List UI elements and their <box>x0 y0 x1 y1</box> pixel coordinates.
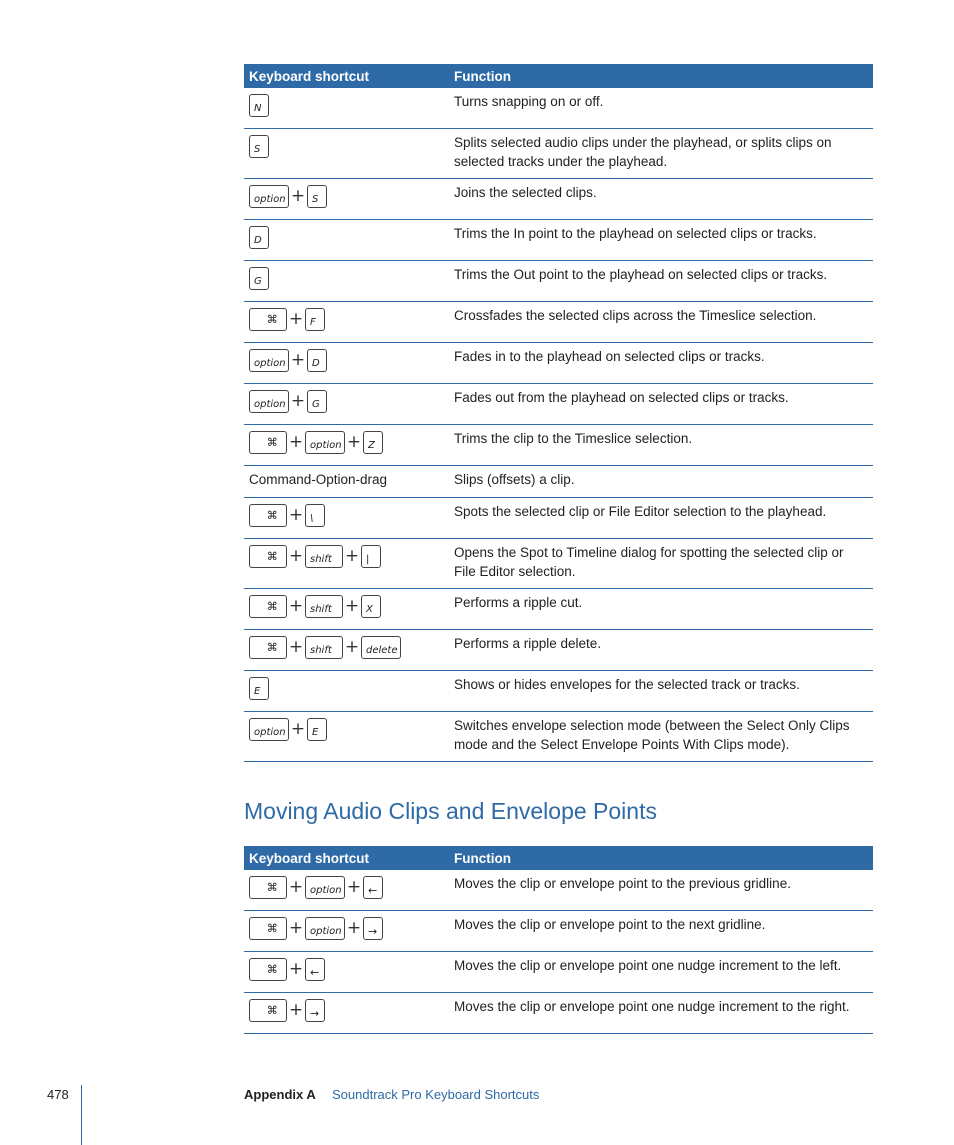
option-key <box>305 917 345 940</box>
key-label: option <box>254 727 286 738</box>
plus-icon: + <box>290 391 306 411</box>
footer-appendix: Appendix A <box>244 1087 316 1102</box>
function-cell: Moves the clip or envelope point to the next gridline. <box>454 917 766 932</box>
key-label: delete <box>366 645 398 656</box>
function-cell: Trims the clip to the Timeslice selection. <box>454 431 693 446</box>
command-key <box>249 917 287 940</box>
plus-icon: + <box>288 918 304 938</box>
shortcut-cell <box>244 88 454 128</box>
shift-key <box>305 636 343 659</box>
plus-icon: + <box>344 596 360 616</box>
command-icon: ⌘ <box>266 313 278 326</box>
key-label: ← <box>310 966 320 979</box>
table-row <box>244 630 873 671</box>
table-row <box>244 911 873 952</box>
key-label: shift <box>310 604 332 615</box>
plus-icon: + <box>288 596 304 616</box>
plus-icon: + <box>344 546 360 566</box>
s-key <box>307 185 327 208</box>
shortcut-cell <box>244 384 454 424</box>
shift-key <box>305 545 343 568</box>
f-key <box>305 308 325 331</box>
table-row <box>244 498 873 539</box>
table-row <box>244 220 873 261</box>
e-key <box>307 718 327 741</box>
header-keyboard-shortcut: Keyboard shortcut <box>249 68 370 84</box>
function-cell: Crossfades the selected clips across the Timeslice selection. <box>454 308 817 323</box>
table-row <box>244 343 873 384</box>
plus-icon: + <box>288 1000 304 1020</box>
shift-key <box>305 595 343 618</box>
table-row <box>244 88 873 129</box>
table-row <box>244 671 873 712</box>
key-label: option <box>310 926 342 937</box>
function-cell: Performs a ripple cut. <box>454 595 583 610</box>
function-cell: Turns snapping on or off. <box>454 94 604 109</box>
shortcut-cell <box>244 498 454 538</box>
key-label: option <box>254 399 286 410</box>
right-arrow-key <box>305 999 325 1022</box>
command-icon: ⌘ <box>266 436 278 449</box>
plus-icon: + <box>290 350 306 370</box>
shortcut-cell <box>244 261 454 301</box>
table-row <box>244 261 873 302</box>
plus-icon: + <box>288 637 304 657</box>
g-key <box>307 390 327 413</box>
command-key <box>249 958 287 981</box>
option-key <box>305 431 345 454</box>
function-cell: Moves the clip or envelope point one nudge increment to the left. <box>454 958 842 973</box>
shortcut-cell <box>244 911 454 951</box>
option-key <box>249 185 289 208</box>
function-cell: Moves the clip or envelope point one nudge increment to the right. <box>454 999 850 1014</box>
key-label: option <box>254 194 286 205</box>
plus-icon: + <box>344 637 360 657</box>
command-key <box>249 636 287 659</box>
table-row <box>244 993 873 1034</box>
key-label: F <box>310 317 316 328</box>
d-key <box>249 226 269 249</box>
g-key <box>249 267 269 290</box>
option-key <box>249 390 289 413</box>
function-cell: Shows or hides envelopes for the selected track or tracks. <box>454 677 800 692</box>
key-label: G <box>254 276 262 287</box>
function-cell: Trims the In point to the playhead on selected clips or tracks. <box>454 226 817 241</box>
command-key <box>249 308 287 331</box>
option-key <box>249 349 289 372</box>
key-label: N <box>254 103 262 114</box>
shortcut-cell <box>244 712 454 761</box>
key-label: G <box>312 399 320 410</box>
shortcut-table-1 <box>244 64 873 762</box>
table-row <box>244 466 873 498</box>
n-key <box>249 94 269 117</box>
header-function: Function <box>454 68 511 84</box>
plus-icon: + <box>290 186 306 206</box>
shortcut-cell <box>244 220 454 260</box>
table-row <box>244 712 873 762</box>
shortcut-cell <box>244 466 454 497</box>
command-icon: ⌘ <box>266 1004 278 1017</box>
table-row <box>244 870 873 911</box>
plus-icon: + <box>288 546 304 566</box>
function-cell: Slips (offsets) a clip. <box>454 472 575 487</box>
shortcut-text: Command-Option-drag <box>249 472 388 487</box>
command-key <box>249 545 287 568</box>
table-row <box>244 302 873 343</box>
command-icon: ⌘ <box>266 922 278 935</box>
table-row <box>244 179 873 220</box>
plus-icon: + <box>346 877 362 897</box>
table-header <box>244 64 873 88</box>
table-body <box>244 870 873 1034</box>
function-cell: Trims the Out point to the playhead on selected clips or tracks. <box>454 267 828 282</box>
table-header <box>244 846 873 870</box>
plus-icon: + <box>346 918 362 938</box>
z-key <box>363 431 383 454</box>
key-label: | <box>366 554 370 565</box>
key-label: D <box>254 235 262 246</box>
key-label: option <box>310 440 342 451</box>
shortcut-cell <box>244 952 454 992</box>
table-row <box>244 539 873 589</box>
command-icon: ⌘ <box>266 509 278 522</box>
table-row <box>244 129 873 179</box>
key-label: ← <box>368 884 378 897</box>
option-key <box>305 876 345 899</box>
key-label: E <box>312 727 319 738</box>
key-label: shift <box>310 645 332 656</box>
plus-icon: + <box>346 432 362 452</box>
section-title: Moving Audio Clips and Envelope Points <box>244 798 657 824</box>
command-icon: ⌘ <box>266 641 278 654</box>
table-row <box>244 589 873 630</box>
table-row <box>244 425 873 466</box>
key-label: Z <box>368 440 375 451</box>
key-label: S <box>312 194 319 205</box>
delete-key <box>361 636 401 659</box>
shortcut-cell <box>244 589 454 629</box>
shortcut-cell <box>244 343 454 383</box>
command-icon: ⌘ <box>266 963 278 976</box>
plus-icon: + <box>288 432 304 452</box>
command-icon: ⌘ <box>266 881 278 894</box>
command-key <box>249 595 287 618</box>
shortcut-cell <box>244 870 454 910</box>
e-key <box>249 677 269 700</box>
plus-icon: + <box>288 877 304 897</box>
shortcut-cell <box>244 179 454 219</box>
key-label: → <box>368 925 378 938</box>
plus-icon: + <box>288 309 304 329</box>
function-cell: Moves the clip or envelope point to the previous gridline. <box>454 876 791 891</box>
shortcut-cell <box>244 539 454 588</box>
function-cell: Spots the selected clip or File Editor selection to the playhead. <box>454 504 827 519</box>
s-key <box>249 135 269 158</box>
plus-icon: + <box>288 505 304 525</box>
table-row <box>244 384 873 425</box>
key-label: S <box>254 144 261 155</box>
x-key <box>361 595 381 618</box>
d-key <box>307 349 327 372</box>
command-key <box>249 431 287 454</box>
shortcut-cell <box>244 671 454 711</box>
shortcut-cell <box>244 129 454 178</box>
function-cell: Switches envelope selection mode (between the Select Only Clips mode and the Select Envelope Points With Clips mode). <box>454 718 850 752</box>
function-cell: Joins the selected clips. <box>454 185 597 200</box>
function-cell: Opens the Spot to Timeline dialog for spotting the selected clip or File Editor selection. <box>454 545 844 579</box>
command-icon: ⌘ <box>266 550 278 563</box>
command-key <box>249 999 287 1022</box>
key-label: X <box>366 604 373 615</box>
footer-divider <box>81 1085 82 1145</box>
key-label: option <box>254 358 286 369</box>
page-number: 478 <box>47 1087 69 1102</box>
command-icon: ⌘ <box>266 600 278 613</box>
shortcut-cell <box>244 993 454 1033</box>
shortcut-cell <box>244 630 454 670</box>
left-arrow-key <box>305 958 325 981</box>
shortcut-table-2 <box>244 846 873 1034</box>
header-keyboard-shortcut: Keyboard shortcut <box>249 850 370 866</box>
backslash-key <box>305 504 325 527</box>
function-cell: Fades out from the playhead on selected clips or tracks. <box>454 390 789 405</box>
shortcut-cell <box>244 302 454 342</box>
plus-icon: + <box>288 959 304 979</box>
key-label: → <box>310 1007 320 1020</box>
key-label: option <box>310 885 342 896</box>
option-key <box>249 718 289 741</box>
key-label: \ <box>310 513 314 524</box>
left-arrow-key <box>363 876 383 899</box>
plus-icon: + <box>290 719 306 739</box>
function-cell: Splits selected audio clips under the playhead, or splits clips on selected tracks under the playhead. <box>454 135 832 169</box>
pipe-key <box>361 545 381 568</box>
shortcut-cell <box>244 425 454 465</box>
footer-title: Soundtrack Pro Keyboard Shortcuts <box>332 1087 540 1102</box>
header-function: Function <box>454 850 511 866</box>
function-cell: Fades in to the playhead on selected clips or tracks. <box>454 349 765 364</box>
key-label: shift <box>310 554 332 565</box>
key-label: D <box>312 358 320 369</box>
table-row <box>244 952 873 993</box>
command-key <box>249 504 287 527</box>
command-key <box>249 876 287 899</box>
key-label: E <box>254 686 261 697</box>
right-arrow-key <box>363 917 383 940</box>
table-body <box>244 88 873 762</box>
function-cell: Performs a ripple delete. <box>454 636 602 651</box>
